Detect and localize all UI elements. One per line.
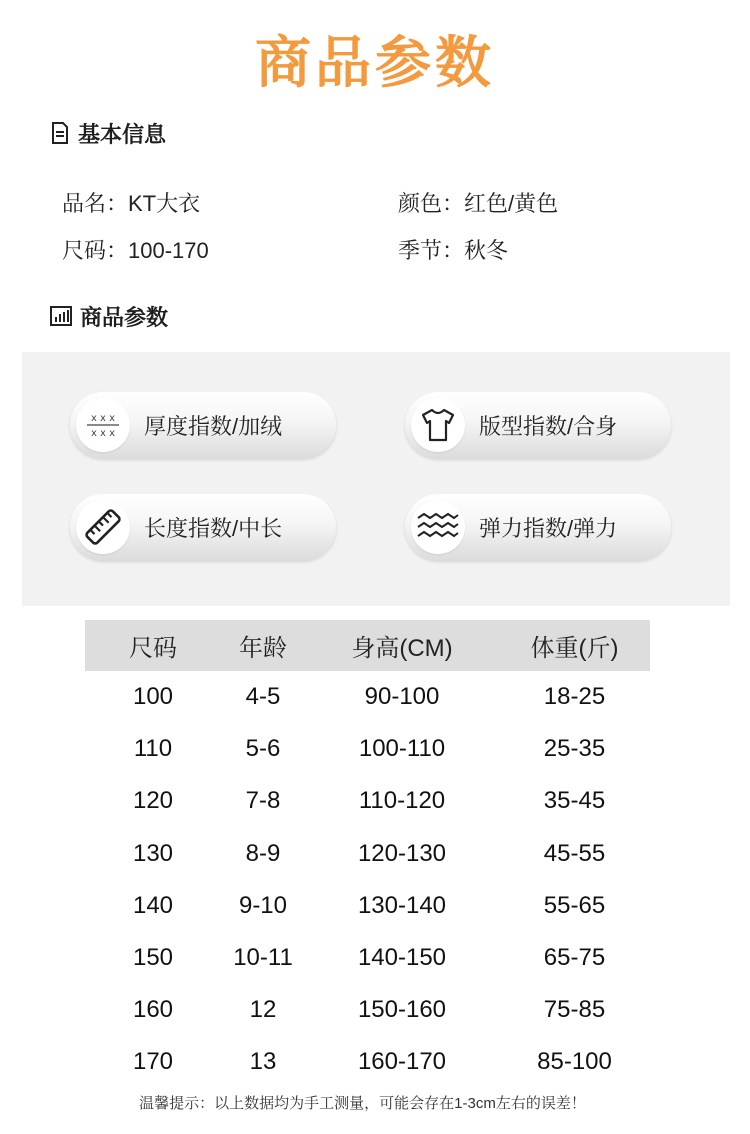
cell-age: 4-5 [245,683,281,711]
header-size: 尺码 [129,635,177,662]
product-name: 品名：KT大衣 [62,191,201,216]
product-color: 颜色：红色/黄色 [398,191,559,216]
cell-height: 140-150 [357,944,447,972]
tshirt-icon [411,398,465,452]
param-fit [405,392,671,458]
cell-height: 110-120 [358,787,446,815]
param-elasticity-label: 弹力指数/弹力 [479,515,618,541]
cell-height: 130-140 [357,891,447,919]
measurement-note: 温馨提示：以上数据均为手工测量，可能会存在1-3cm左右的误差！ [139,1095,586,1112]
product-season: 季节：秋冬 [398,238,509,263]
cell-age: 10-11 [233,944,293,972]
table-row [85,671,650,723]
cell-age: 9-10 [238,891,288,919]
table-row [85,723,650,775]
cell-weight: 75-85 [543,996,606,1024]
param-fit-label: 版型指数/合身 [479,413,618,439]
table-row [85,880,650,932]
table-row [85,932,650,984]
cell-size: 150 [132,944,174,972]
page-title: 商品参数 [255,31,495,94]
param-length [70,494,336,560]
basic-info-heading [50,119,166,147]
param-thickness [70,392,336,458]
cell-size: 110 [133,735,173,763]
cell-age: 7-8 [245,787,281,815]
ruler-icon [76,500,130,554]
cell-weight: 35-45 [543,787,606,815]
cell-age: 5-6 [245,735,281,763]
product-size-range: 尺码：100-170 [62,238,209,263]
fabric-thickness-icon [76,398,130,452]
cell-height: 160-170 [357,1048,447,1076]
cell-height: 120-130 [357,839,447,867]
table-row [85,828,650,880]
svg-text:x x x: x x x [90,428,116,439]
table-row [85,984,650,1036]
header-weight: 体重(斤) [530,635,619,662]
svg-text:x x x: x x x [90,413,116,424]
cell-size: 100 [132,683,174,711]
params-heading [50,302,168,330]
cell-age: 12 [249,996,277,1024]
cell-weight: 65-75 [543,944,606,972]
cell-weight: 85-100 [537,1048,612,1076]
cell-size: 130 [132,839,174,867]
header-height: 身高(CM) [351,635,453,662]
cell-weight: 55-65 [543,891,606,919]
param-thickness-label: 厚度指数/加绒 [144,413,283,439]
table-row [85,1036,650,1088]
document-icon [50,122,70,144]
cell-weight: 25-35 [543,735,606,763]
size-table [85,620,650,1089]
header-age: 年龄 [239,635,287,662]
cell-height: 150-160 [357,996,447,1024]
bar-chart-icon [50,306,72,326]
table-row [85,775,650,827]
cell-size: 160 [132,996,174,1024]
cell-age: 8-9 [245,839,281,867]
params-heading-text: 商品参数 [80,304,169,330]
cell-height: 90-100 [364,683,440,711]
basic-info-heading-text: 基本信息 [78,121,167,147]
cell-height: 100-110 [358,735,446,763]
cell-size: 120 [132,787,174,815]
table-header [85,620,650,671]
param-length-label: 长度指数/中长 [144,515,283,541]
param-elasticity [405,494,671,560]
cell-age: 13 [249,1048,277,1076]
cell-weight: 45-55 [543,839,606,867]
cell-size: 140 [132,891,174,919]
waves-icon [411,500,465,554]
cell-size: 170 [132,1048,174,1076]
params-panel [22,352,730,606]
cell-weight: 18-25 [543,683,606,711]
